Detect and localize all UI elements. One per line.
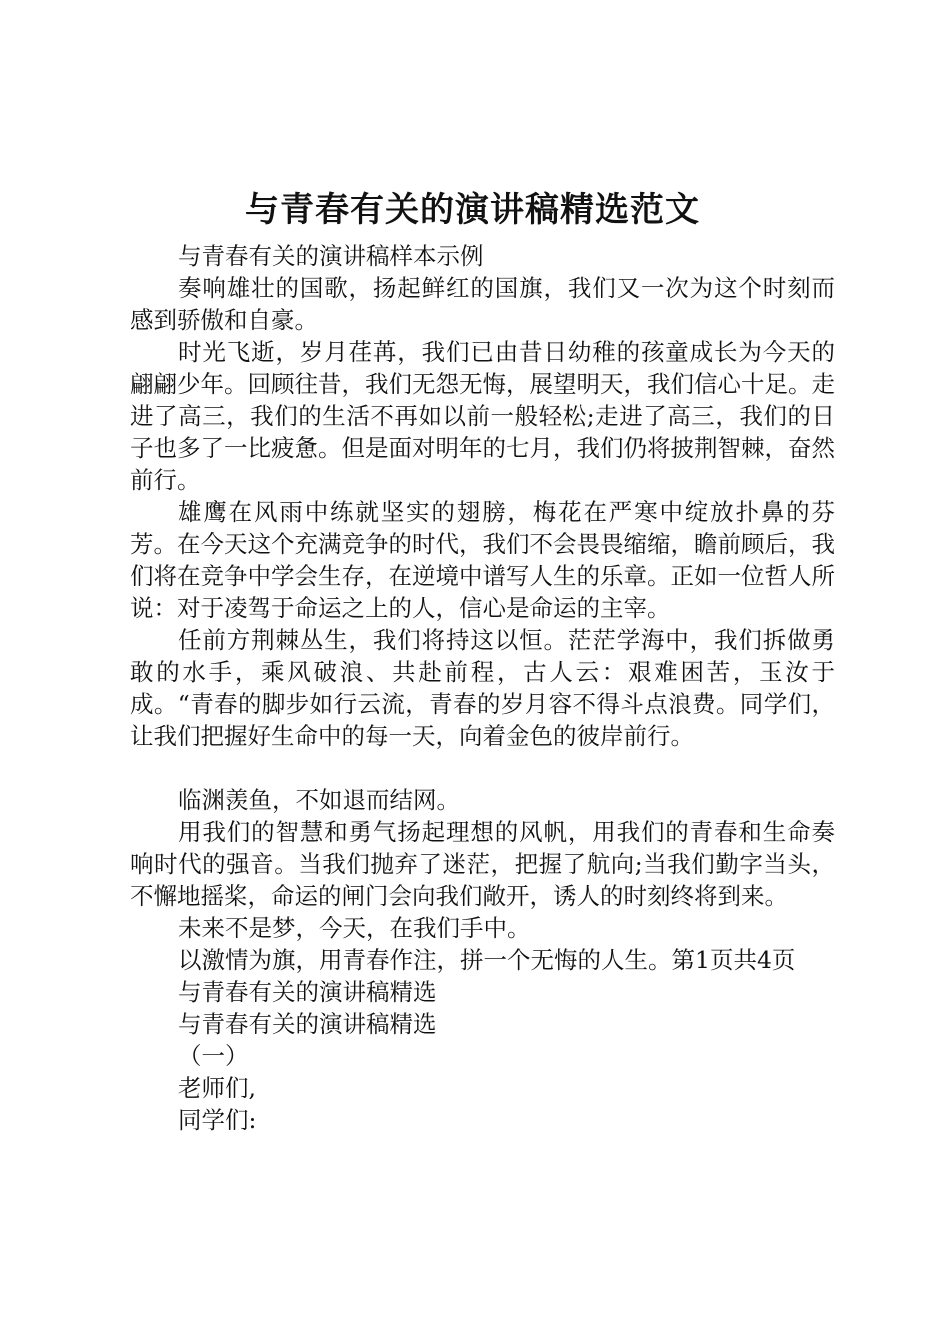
document-title: 与青春有关的演讲稿精选范文 — [245, 190, 700, 230]
paragraph-greeting-students: 同学们: — [178, 1106, 257, 1134]
paragraph-thorns: 任前方荆棘丛生，我们将持这以恒。茫茫学海中，我们拆做勇敢的水手，乘风破浪、共赴前程，古人云：艰难困苦，玉汝于成。“青春的脚步如行云流，青春的岁月容不得斗点浪费。同学们，让我们把握好生命中的每一天，向着金色的彼岸前行。 — [130, 626, 835, 750]
document-page — [130, 180, 835, 1136]
paragraph-anthem: 奏响雄壮的国歌，扬起鲜红的国旗，我们又一次为这个时刻而感到骄傲和自豪。 — [130, 274, 835, 334]
paragraph-time-flies: 时光飞逝，岁月荏苒，我们已由昔日幼稚的孩童成长为今天的翩翩少年。回顾往昔，我们无怨无悔，展望明天，我们信心十足。走进了高三，我们的生活不再如以前一般轻松;走进了高三，我们的日子也多了一比疲惫。但是面对明年的七月，我们仍将披荆智棘，奋然前行。 — [130, 338, 835, 494]
paragraph-subtitle: 与青春有关的演讲稿样本示例 — [178, 242, 484, 270]
paragraph-heading-2: 与青春有关的演讲稿精选 — [178, 1010, 437, 1038]
paragraph-heading-1: 与青春有关的演讲稿精选 — [178, 978, 437, 1006]
paragraph-passion-page-number: 以激情为旗，用青春作注，拼一个无悔的人生。第1页共4页 — [178, 946, 796, 974]
paragraph-proverb: 临渊羡鱼，不如退而结网。 — [178, 786, 460, 814]
paragraph-eagle: 雄鹰在风雨中练就坚实的翅膀，梅花在严寒中绽放扑鼻的芬芳。在今天这个充满竞争的时代，我们不会畏畏缩缩，瞻前顾后，我们将在竞争中学会生存，在逆境中谱写人生的乐章。正如一位哲人所说：对于凌驾于命运之上的人，信心是命运的主宰。 — [130, 498, 835, 622]
paragraph-greeting-teachers: 老师们, — [178, 1074, 256, 1102]
paragraph-spacer — [130, 752, 835, 784]
paragraph-section-number: （一） — [178, 1042, 249, 1070]
paragraph-wisdom: 用我们的智慧和勇气扬起理想的风帆，用我们的青春和生命奏响时代的强音。当我们抛弃了迷茫，把握了航向;当我们勤字当头，不懈地摇桨，命运的闸门会向我们敞开，诱人的时刻终将到来。 — [130, 818, 835, 910]
paragraph-future: 未来不是梦，今天，在我们手中。 — [178, 914, 531, 942]
